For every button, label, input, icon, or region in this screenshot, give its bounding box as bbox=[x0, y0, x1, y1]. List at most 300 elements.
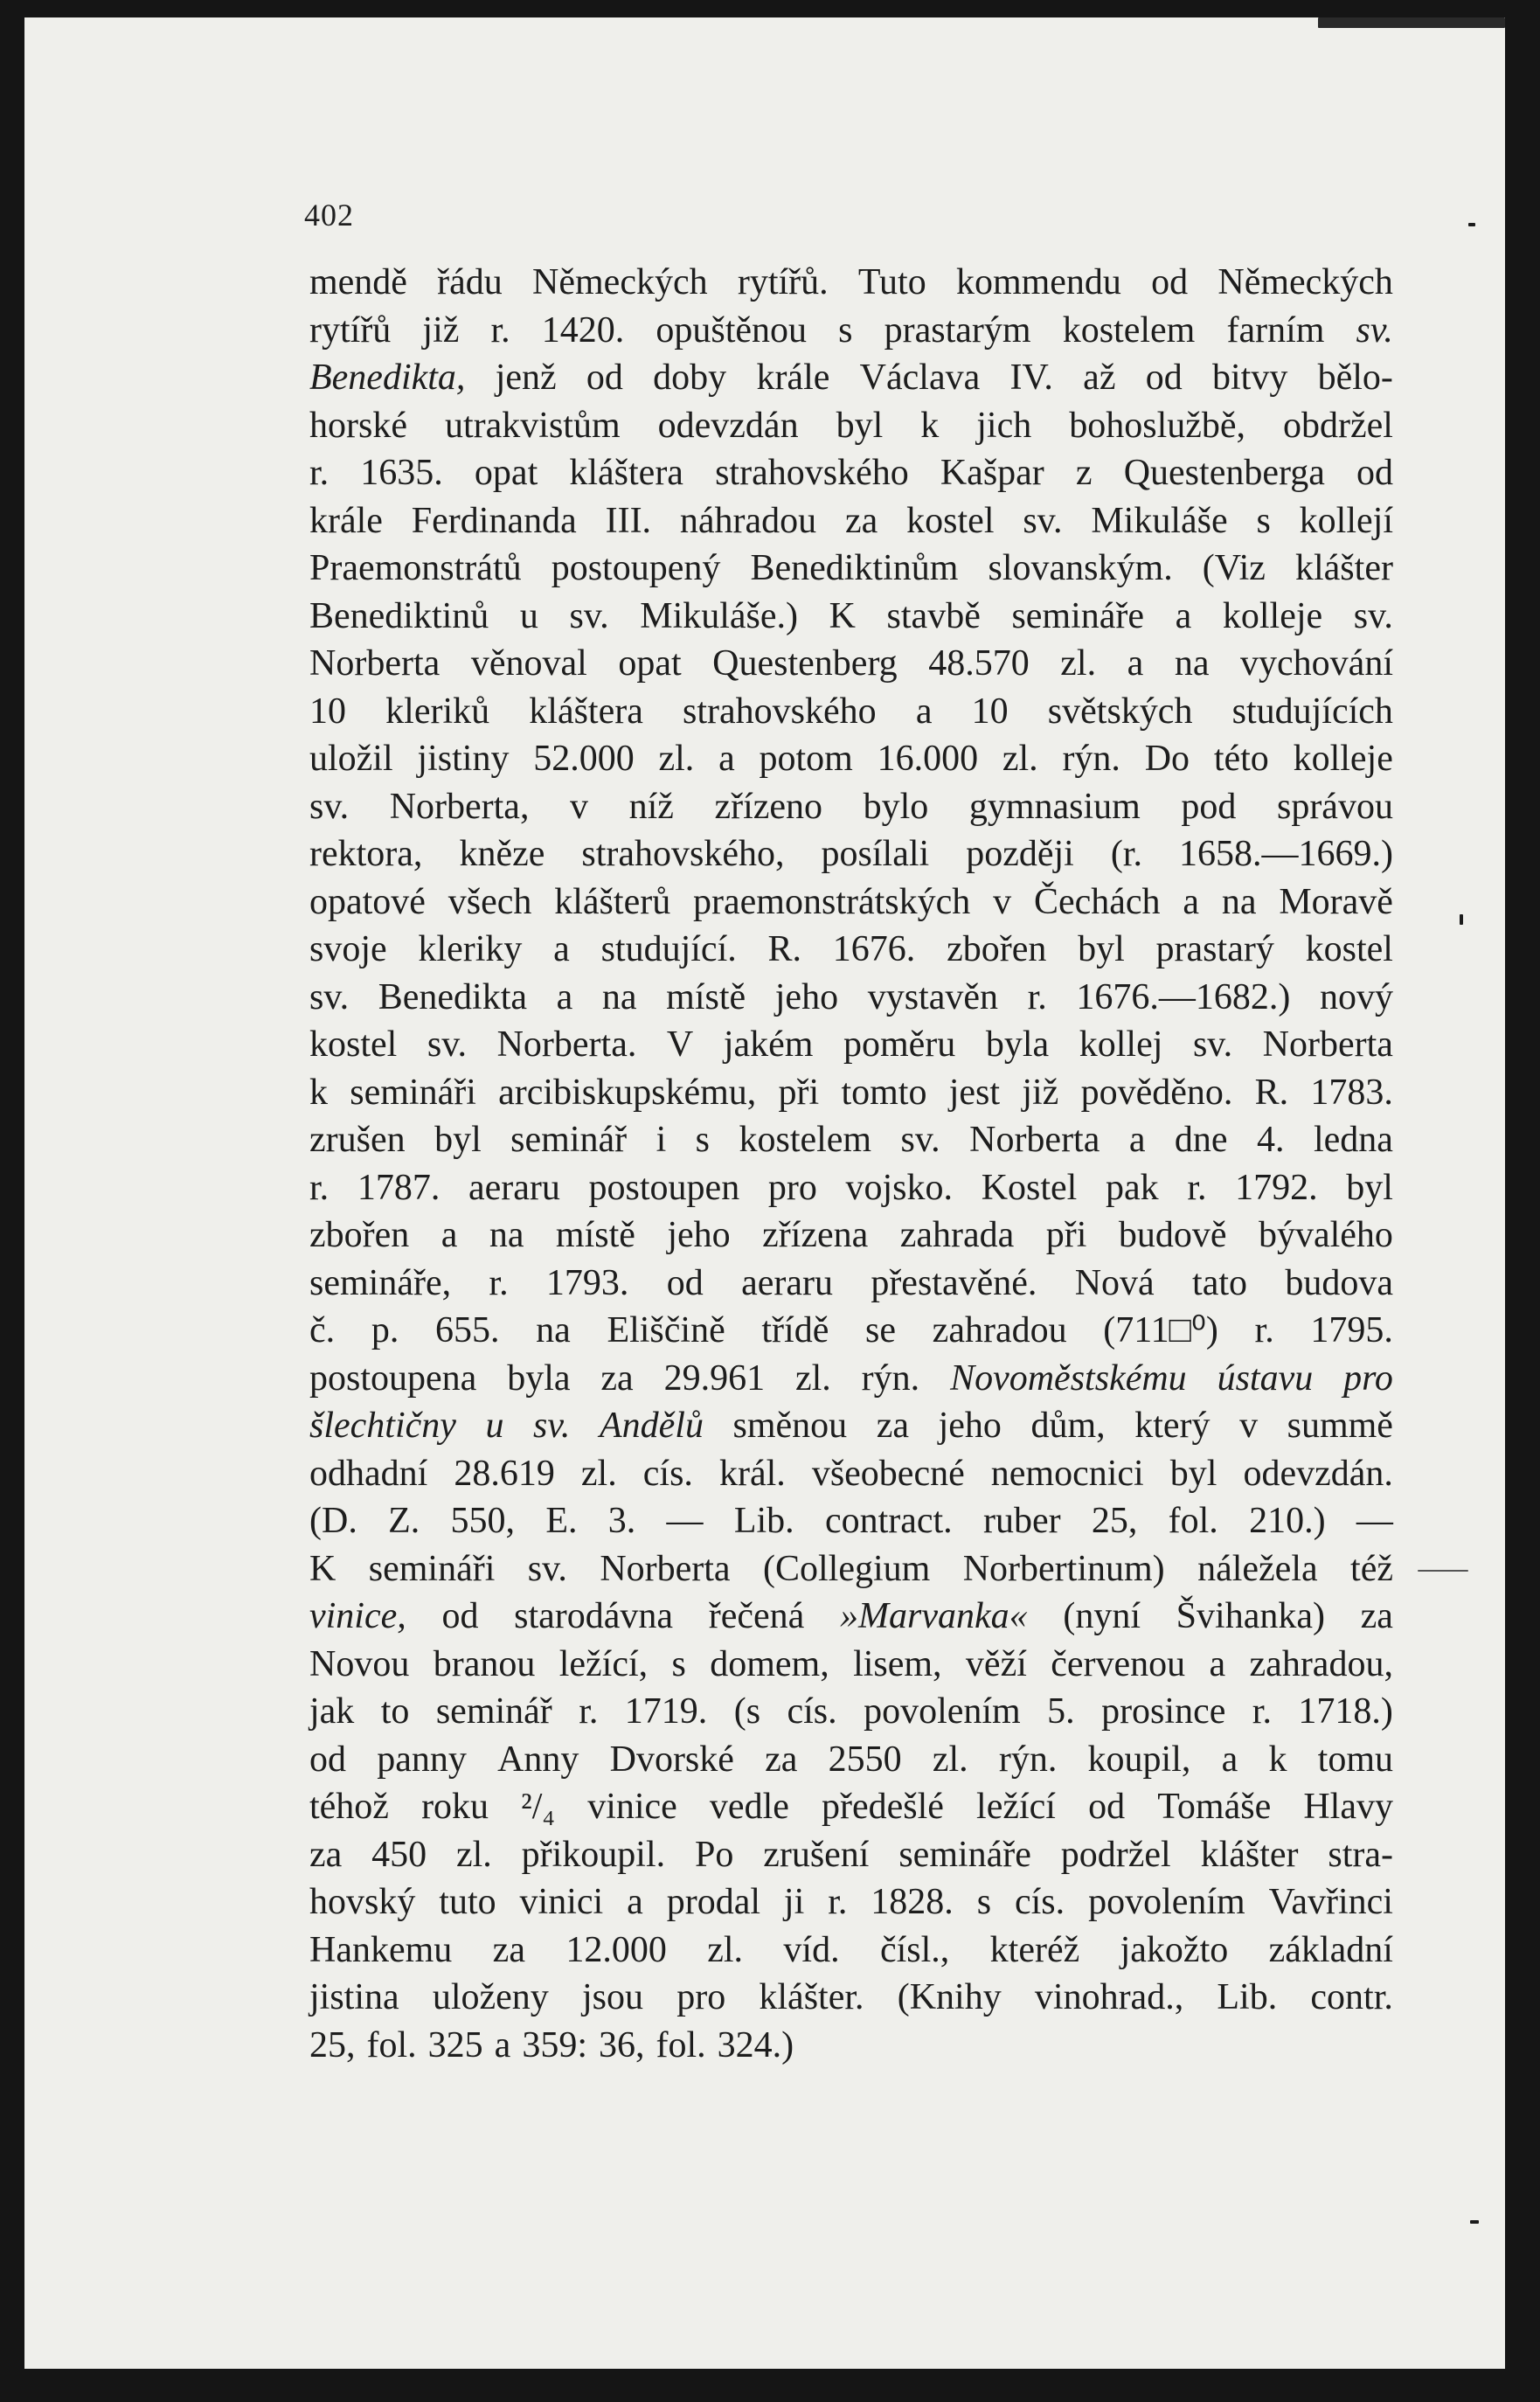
text-line bbox=[309, 1497, 1393, 1545]
word: zl. bbox=[932, 1739, 968, 1780]
word: odevzdán. bbox=[1243, 1453, 1393, 1494]
word: 12.000 bbox=[565, 1929, 667, 1970]
word: — bbox=[666, 1501, 704, 1541]
word: rýn. bbox=[998, 1739, 1058, 1780]
word: mendě bbox=[309, 262, 407, 302]
word: horské bbox=[309, 405, 407, 446]
word: (Collegium bbox=[762, 1548, 931, 1589]
word: s bbox=[1256, 500, 1271, 541]
text-line bbox=[309, 1260, 1393, 1308]
word: hovský bbox=[309, 1882, 416, 1922]
word: contr. bbox=[1310, 1977, 1393, 2017]
word: kommendu bbox=[955, 262, 1121, 302]
text-line bbox=[309, 497, 1393, 545]
word: jak bbox=[309, 1691, 355, 1732]
word: přestavěné. bbox=[871, 1262, 1037, 1303]
word: třídě bbox=[761, 1310, 829, 1350]
word: bývalého bbox=[1258, 1215, 1393, 1255]
text-line bbox=[309, 1164, 1393, 1212]
word: cís. bbox=[787, 1691, 837, 1732]
body-text bbox=[309, 259, 1393, 2069]
word: od bbox=[441, 1596, 479, 1636]
word: 1676. bbox=[832, 929, 916, 969]
word: ruber bbox=[982, 1501, 1061, 1541]
word: Eliščině bbox=[607, 1310, 725, 1350]
word: 36, bbox=[598, 2024, 645, 2065]
word: Moravě bbox=[1279, 881, 1393, 922]
word: 1658.—1669.) bbox=[1178, 834, 1393, 874]
word: r. bbox=[309, 453, 330, 493]
text-line bbox=[309, 1783, 1393, 1831]
italic-word: Andělů bbox=[599, 1406, 704, 1446]
word: obdržel bbox=[1283, 405, 1393, 446]
word: Norberta. bbox=[496, 1024, 637, 1065]
word: r. bbox=[1027, 976, 1047, 1017]
word: 25, bbox=[309, 2024, 356, 2065]
word: 16.000 bbox=[877, 739, 979, 779]
word: místě bbox=[555, 1215, 635, 1255]
word: a bbox=[1175, 595, 1192, 636]
word: za bbox=[876, 1406, 910, 1446]
word: cís. bbox=[1014, 1882, 1065, 1922]
word: 2550 bbox=[828, 1739, 902, 1780]
word: K bbox=[829, 595, 856, 636]
word: se bbox=[865, 1310, 897, 1350]
word: jakožto bbox=[1120, 1929, 1229, 1970]
word: 359: bbox=[522, 2024, 587, 2065]
word: krále bbox=[756, 358, 830, 398]
word: Dvorské bbox=[609, 1739, 734, 1780]
word: základní bbox=[1268, 1929, 1393, 1970]
word: věží bbox=[965, 1643, 1027, 1684]
word: jest bbox=[948, 1072, 1001, 1113]
word: v bbox=[1239, 1406, 1259, 1446]
word: odhadní bbox=[309, 1453, 428, 1494]
word: klášter bbox=[1200, 1834, 1299, 1875]
text-line bbox=[309, 1307, 1393, 1355]
word: kollejí bbox=[1299, 500, 1393, 541]
word: u bbox=[519, 595, 538, 636]
word: při bbox=[1045, 1215, 1087, 1255]
word: za bbox=[309, 1834, 343, 1875]
text-line bbox=[309, 402, 1393, 450]
word: aeraru bbox=[468, 1167, 560, 1208]
word: pro bbox=[767, 1167, 817, 1208]
word: stra- bbox=[1328, 1834, 1393, 1875]
word: bohoslužbě, bbox=[1069, 405, 1246, 446]
word: zrušen bbox=[309, 1120, 406, 1160]
word: koupil, bbox=[1087, 1739, 1191, 1780]
word: prastarý bbox=[1155, 929, 1274, 969]
word: byl bbox=[836, 405, 884, 446]
word: r. bbox=[1252, 1691, 1272, 1732]
word: dům, bbox=[1030, 1406, 1106, 1446]
text-line bbox=[309, 1069, 1393, 1117]
word: Norbertinum) bbox=[962, 1548, 1165, 1589]
word: později bbox=[966, 834, 1074, 874]
word: opat bbox=[618, 643, 682, 684]
word: Mikuláše bbox=[1091, 500, 1228, 541]
word: Benediktinům bbox=[750, 548, 959, 588]
word: summě bbox=[1287, 1406, 1393, 1446]
text-line bbox=[309, 1878, 1393, 1926]
word: rytířů bbox=[309, 309, 392, 351]
word: rýn. bbox=[1062, 739, 1120, 779]
word: zl. bbox=[1060, 643, 1097, 684]
text-line bbox=[309, 1736, 1393, 1784]
word: zahrada bbox=[899, 1215, 1015, 1255]
word: 10 bbox=[971, 691, 1009, 732]
word: vojsko. bbox=[845, 1167, 954, 1208]
word: sv. bbox=[427, 1024, 468, 1065]
word: III. bbox=[605, 500, 652, 541]
word: (D. bbox=[309, 1501, 357, 1541]
word: pověděno. bbox=[1080, 1072, 1233, 1113]
word: až bbox=[1083, 358, 1116, 398]
word: uložil bbox=[309, 739, 393, 779]
word: E. bbox=[545, 1501, 578, 1541]
margin-speck bbox=[1468, 223, 1475, 226]
word: r. bbox=[579, 1691, 599, 1732]
word: Norberta bbox=[969, 1120, 1100, 1160]
word: sv. bbox=[309, 976, 350, 1017]
text-line bbox=[309, 735, 1393, 783]
word: bitvy bbox=[1212, 358, 1288, 398]
word: všeobecné bbox=[811, 1453, 965, 1494]
text-line bbox=[309, 1688, 1393, 1736]
text-line bbox=[309, 1831, 1393, 1879]
word: též bbox=[1350, 1548, 1393, 1589]
word: R. bbox=[1254, 1072, 1289, 1113]
word: (nyní bbox=[1063, 1596, 1141, 1636]
word: Čechách bbox=[1033, 881, 1161, 922]
word: nový bbox=[1319, 976, 1393, 1017]
word: sv. bbox=[309, 786, 350, 827]
word: potom bbox=[759, 739, 853, 779]
word: cís. bbox=[642, 1453, 693, 1494]
word: kostel bbox=[309, 1024, 398, 1065]
text-line bbox=[309, 688, 1393, 736]
word: Švihanka) bbox=[1176, 1596, 1325, 1636]
text-line bbox=[309, 1450, 1393, 1498]
word: podržel bbox=[1060, 1834, 1171, 1875]
word: posílali bbox=[821, 834, 930, 874]
word: vinici bbox=[519, 1882, 604, 1922]
word: postoupen bbox=[588, 1167, 740, 1208]
word: od bbox=[1088, 1787, 1126, 1827]
italic-word: vinice, bbox=[309, 1596, 406, 1636]
word: Do bbox=[1144, 739, 1190, 779]
word: a bbox=[1183, 881, 1200, 922]
text-line bbox=[309, 354, 1393, 402]
word: Questenberg bbox=[712, 643, 898, 684]
word: 29.961 bbox=[663, 1357, 766, 1399]
word: 1635. bbox=[360, 453, 443, 493]
word: byl bbox=[1169, 1453, 1217, 1494]
word: prastarým bbox=[884, 309, 1031, 351]
word: studující. bbox=[600, 929, 737, 969]
word: kostelem bbox=[1062, 309, 1196, 351]
word: řečená bbox=[708, 1596, 805, 1636]
word: rektora, bbox=[309, 834, 423, 874]
word: správou bbox=[1276, 786, 1393, 827]
word: r. bbox=[1187, 1167, 1207, 1208]
word: jakém bbox=[723, 1024, 814, 1065]
word: kolleje bbox=[1293, 739, 1393, 779]
word: od bbox=[1356, 453, 1393, 493]
text-line bbox=[309, 1355, 1393, 1403]
word: pak bbox=[1106, 1167, 1159, 1208]
word: a bbox=[627, 1882, 643, 1922]
word: č. bbox=[309, 1310, 336, 1350]
word: Německých bbox=[1217, 262, 1393, 302]
word: klášter bbox=[1295, 548, 1393, 588]
word: a bbox=[1209, 1643, 1226, 1684]
word: 3. bbox=[607, 1501, 636, 1541]
word: kleriky bbox=[418, 929, 523, 969]
word: již bbox=[422, 309, 460, 351]
text-line bbox=[309, 1641, 1393, 1689]
word: stavbě bbox=[886, 595, 981, 636]
italic-word: Novoměstskému bbox=[950, 1357, 1187, 1399]
word: p. bbox=[371, 1310, 399, 1350]
word: byla bbox=[507, 1357, 571, 1399]
word: který bbox=[1134, 1406, 1210, 1446]
word: kleriků bbox=[385, 691, 490, 732]
word: jistiny bbox=[417, 739, 510, 779]
word: téhož bbox=[309, 1787, 389, 1827]
word: a bbox=[553, 929, 570, 969]
word: semináři bbox=[350, 1072, 476, 1113]
word: vychování bbox=[1240, 643, 1393, 684]
word: 1793. bbox=[545, 1262, 629, 1303]
word: panny bbox=[377, 1739, 467, 1780]
word: Norberta bbox=[600, 1548, 731, 1589]
word: Benedikta bbox=[378, 976, 528, 1017]
word: tomto bbox=[841, 1072, 927, 1113]
text-line bbox=[309, 1545, 1393, 1593]
word: semináři bbox=[368, 1548, 496, 1589]
word: i bbox=[656, 1120, 667, 1160]
word: sv. bbox=[527, 1548, 567, 1589]
word: zbořen bbox=[947, 929, 1047, 969]
word: za bbox=[600, 1357, 634, 1399]
word: krále bbox=[309, 500, 383, 541]
word: Lib. bbox=[733, 1501, 794, 1541]
word: fol. bbox=[656, 2024, 706, 2065]
word: opuštěnou bbox=[656, 309, 808, 351]
word: ²/₄ bbox=[521, 1787, 556, 1827]
word: věnoval bbox=[470, 643, 587, 684]
text-line bbox=[309, 1211, 1393, 1260]
word: Lib. bbox=[1217, 1977, 1278, 2017]
word: 655. bbox=[434, 1310, 500, 1350]
word: k bbox=[920, 405, 940, 446]
word: Hlavy bbox=[1303, 1787, 1393, 1827]
text-line bbox=[309, 545, 1393, 593]
word: pod bbox=[1181, 786, 1237, 827]
word: Norberta bbox=[309, 643, 440, 684]
word: k bbox=[309, 1072, 328, 1113]
word: Kostel bbox=[981, 1167, 1078, 1208]
italic-word: »Marvanka« bbox=[840, 1596, 1028, 1636]
word: strahovského bbox=[715, 453, 909, 493]
italic-word: Benedikta, bbox=[309, 358, 466, 398]
word: níž bbox=[628, 786, 674, 827]
word: tomu bbox=[1317, 1739, 1393, 1780]
word: s bbox=[976, 1882, 992, 1922]
word: Norberta, bbox=[389, 786, 530, 827]
text-line bbox=[309, 1974, 1393, 2022]
word: doby bbox=[653, 358, 727, 398]
word: jenž bbox=[495, 358, 557, 398]
word: předešlé bbox=[821, 1787, 944, 1827]
word: byl bbox=[434, 1120, 482, 1160]
word: semináře bbox=[1011, 595, 1145, 636]
word: 1718.) bbox=[1298, 1691, 1393, 1732]
word: fol. bbox=[1168, 1501, 1218, 1541]
word: 210.) bbox=[1249, 1501, 1326, 1541]
word: na bbox=[1221, 881, 1257, 922]
word: Benediktinů bbox=[309, 595, 489, 636]
word: Z. bbox=[388, 1501, 420, 1541]
word: semináře, bbox=[309, 1262, 452, 1303]
word: dne bbox=[1174, 1120, 1228, 1160]
word: na bbox=[536, 1310, 571, 1350]
word: na bbox=[601, 976, 637, 1017]
word: kolleje bbox=[1222, 595, 1323, 636]
word: byl bbox=[1346, 1167, 1393, 1208]
word: zahradou bbox=[932, 1310, 1067, 1350]
word: tuto bbox=[439, 1882, 496, 1922]
word: lisem, bbox=[853, 1643, 942, 1684]
word: a bbox=[1128, 1120, 1146, 1160]
word: již bbox=[1022, 1072, 1059, 1113]
book-page bbox=[24, 17, 1505, 2369]
word: směnou bbox=[732, 1406, 848, 1446]
word: 1795. bbox=[1310, 1310, 1393, 1350]
word: kostel bbox=[906, 500, 995, 541]
text-line bbox=[309, 2022, 1393, 2070]
word: sv. bbox=[1192, 1024, 1233, 1065]
word: Questenberga bbox=[1123, 453, 1325, 493]
word: 324.) bbox=[717, 2024, 794, 2065]
word: a bbox=[718, 739, 735, 779]
word: 550, bbox=[450, 1501, 516, 1541]
word: uloženy bbox=[432, 1977, 549, 2017]
word: s bbox=[671, 1643, 686, 1684]
word: postoupený bbox=[551, 548, 721, 588]
word: 48.570 bbox=[928, 643, 1030, 684]
word: postoupena bbox=[309, 1357, 477, 1399]
word: zl. bbox=[455, 1834, 492, 1875]
word: Německých bbox=[532, 262, 708, 302]
word: od bbox=[666, 1262, 704, 1303]
word: rýn. bbox=[861, 1357, 920, 1399]
word: roku bbox=[421, 1787, 489, 1827]
text-line bbox=[309, 640, 1393, 688]
word: a bbox=[915, 691, 933, 732]
word: sv. bbox=[1353, 595, 1393, 636]
word: světských bbox=[1047, 691, 1193, 732]
italic-word: sv. bbox=[1356, 309, 1393, 351]
word: v bbox=[570, 786, 589, 827]
word: praemonstrátských bbox=[693, 881, 971, 922]
word: klášterů bbox=[554, 881, 671, 922]
word: (s bbox=[733, 1691, 761, 1732]
word: 1420. bbox=[541, 309, 625, 351]
word: 5. bbox=[1047, 1691, 1075, 1732]
word: na bbox=[1174, 643, 1210, 684]
word: vedle bbox=[709, 1787, 789, 1827]
word: od bbox=[1145, 358, 1183, 398]
word: Nová bbox=[1074, 1262, 1155, 1303]
word: Anny bbox=[497, 1739, 579, 1780]
word: zrušení bbox=[763, 1834, 870, 1875]
text-line bbox=[309, 830, 1393, 878]
word: ledna bbox=[1313, 1120, 1393, 1160]
word: seminář bbox=[510, 1120, 628, 1160]
word: za bbox=[1360, 1596, 1393, 1636]
word: s bbox=[838, 309, 853, 351]
text-line bbox=[309, 783, 1393, 831]
word: zbořen bbox=[309, 1215, 410, 1255]
word: 1719. bbox=[624, 1691, 708, 1732]
word: Vavřinci bbox=[1268, 1882, 1393, 1922]
word: byla bbox=[985, 1024, 1050, 1065]
word: prosince bbox=[1101, 1691, 1226, 1732]
text-line bbox=[309, 593, 1393, 641]
text-line bbox=[309, 307, 1393, 355]
word: (Viz bbox=[1202, 548, 1266, 588]
word: zl. bbox=[794, 1357, 831, 1399]
word: Václava bbox=[859, 358, 981, 398]
text-line bbox=[309, 974, 1393, 1022]
text-line bbox=[309, 878, 1393, 927]
word: poměru bbox=[843, 1024, 956, 1065]
word: kněze bbox=[459, 834, 545, 874]
text-line bbox=[309, 926, 1393, 974]
word: prodal bbox=[666, 1882, 760, 1922]
word: semináře bbox=[898, 1834, 1031, 1875]
italic-word: pro bbox=[1343, 1357, 1393, 1399]
word: rytířů. bbox=[737, 262, 829, 302]
word: (Knihy bbox=[897, 1977, 1002, 2017]
word: to bbox=[380, 1691, 410, 1732]
word: nemocnici bbox=[990, 1453, 1144, 1494]
word: branou bbox=[433, 1643, 536, 1684]
word: v bbox=[993, 881, 1012, 922]
word: zl. bbox=[707, 1929, 744, 1970]
word: r. bbox=[1254, 1310, 1274, 1350]
word: z bbox=[1075, 453, 1093, 493]
word: klášter. bbox=[759, 1977, 864, 2017]
word: pro bbox=[676, 1977, 726, 2017]
word: řádu bbox=[437, 262, 503, 302]
word: kollej bbox=[1079, 1024, 1163, 1065]
word: studujících bbox=[1231, 691, 1393, 732]
top-edge-shadow bbox=[1318, 17, 1505, 28]
word: od bbox=[586, 358, 623, 398]
word: kostel bbox=[1305, 929, 1393, 969]
word: zl. bbox=[580, 1453, 617, 1494]
word: strahovského, bbox=[581, 834, 785, 874]
word: za bbox=[492, 1929, 525, 1970]
word: od bbox=[309, 1739, 346, 1780]
text-line bbox=[309, 1021, 1393, 1069]
text-line bbox=[309, 1926, 1393, 1975]
word: 10 bbox=[309, 691, 346, 732]
